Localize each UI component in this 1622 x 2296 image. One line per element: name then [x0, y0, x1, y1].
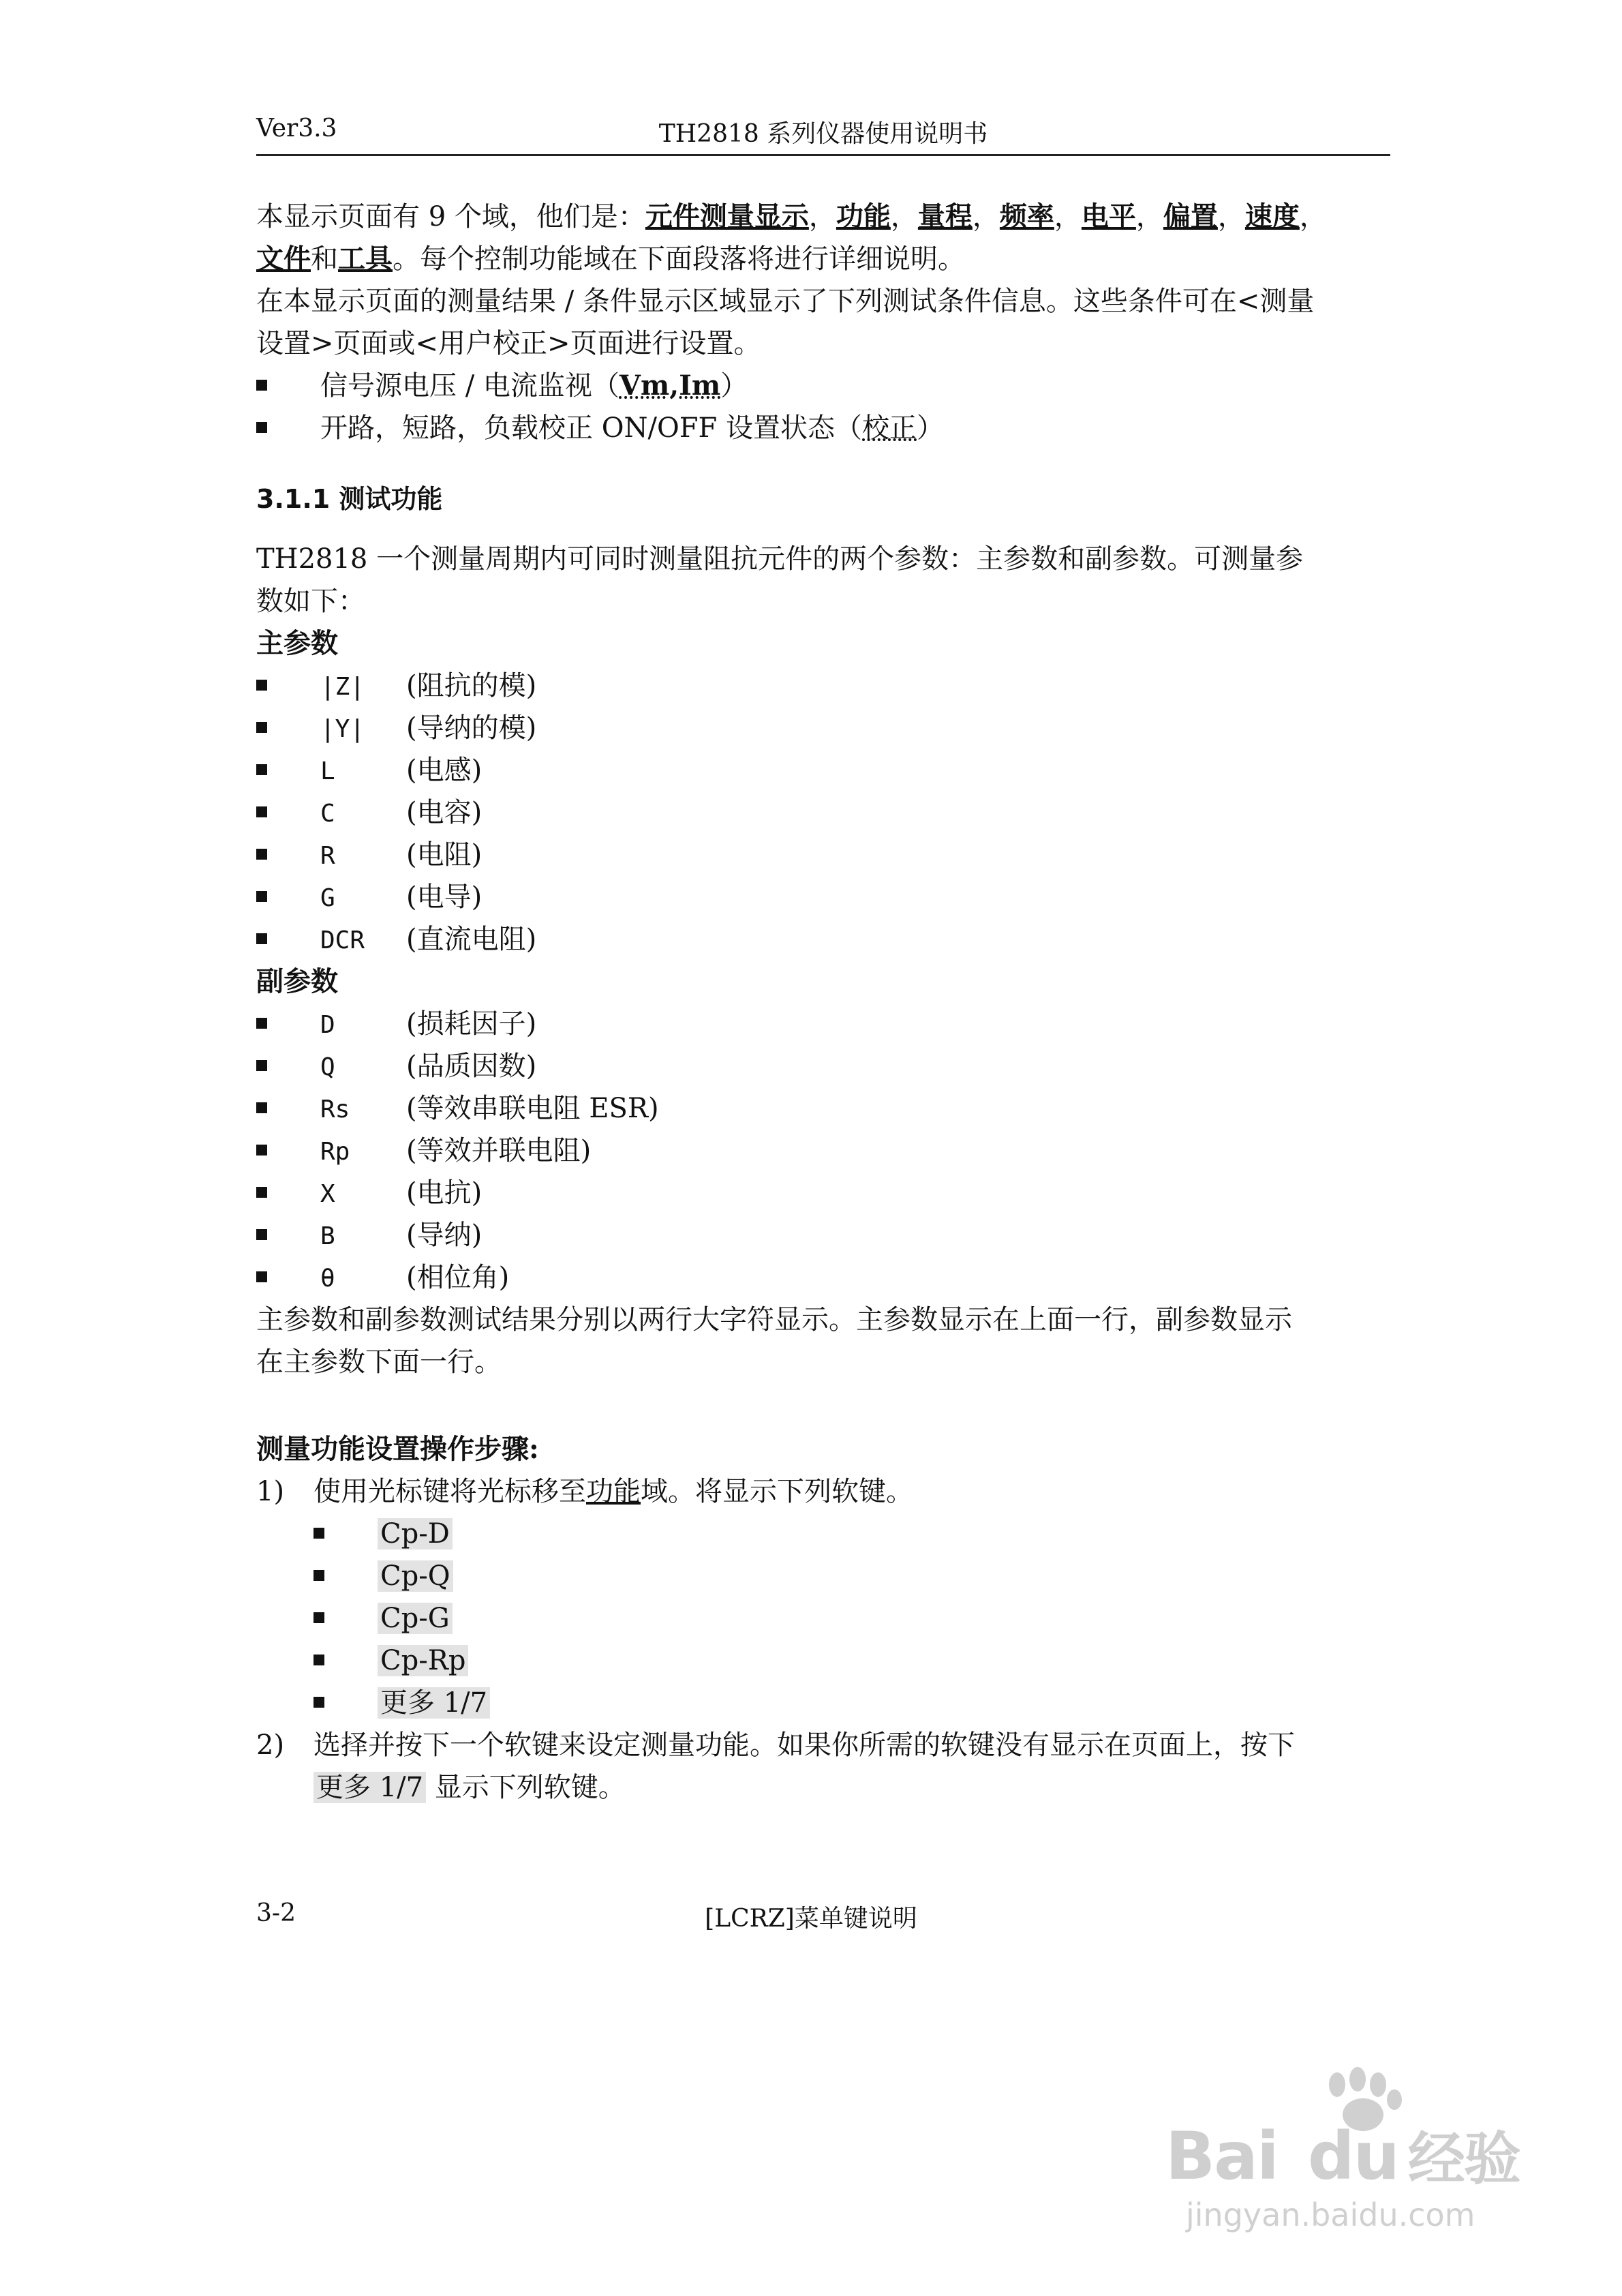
- bullet-icon: [256, 891, 267, 902]
- bullet-icon: [256, 1018, 267, 1029]
- secondary-param-item: X (电抗): [256, 1175, 482, 1212]
- primary-param-item: |Z| (阻抗的模): [256, 668, 536, 705]
- page-header: [256, 115, 1390, 156]
- primary-param-item: G (电导): [256, 879, 482, 916]
- secondary-param-item: D (损耗因子): [256, 1006, 536, 1043]
- footer-title: [LCRZ]菜单键说明: [705, 1905, 917, 1933]
- section-p2-line-2: 在主参数下面一行。: [256, 1346, 502, 1378]
- version-label: Ver3.3: [256, 115, 337, 142]
- step-2: 2) 选择并按下一个软键来设定测量功能。如果你所需的软键没有显示在页面上，按下: [256, 1729, 1295, 1761]
- field-name: 工具: [338, 243, 393, 275]
- bullet-icon: [313, 1612, 324, 1623]
- primary-param-item: C (电容): [256, 795, 482, 832]
- softkey-item: [313, 1643, 468, 1678]
- step-1: 1) 使用光标键将光标移至功能域。将显示下列软键。: [256, 1476, 913, 1507]
- bullet-item: 开路，短路，负载校正 ON/OFF 设置状态（校正）: [256, 410, 944, 446]
- secondary-param-item: Rp (等效并联电阻): [256, 1133, 591, 1170]
- intro-line-1: 本显示页面有 9 个域，他们是：元件测量显示，功能，量程，频率，电平，偏置，速度，: [256, 200, 1327, 232]
- intro-p2-line-1: 在本显示页面的测量结果 / 条件显示区域显示了下列测试条件信息。这些条件可在<测量: [256, 286, 1315, 317]
- bullet-icon: [256, 1271, 267, 1282]
- field-name: 量程: [917, 200, 973, 232]
- bullet-icon: [256, 1060, 267, 1071]
- primary-param-item: L (电感): [256, 753, 482, 789]
- section-p2-line-1: 主参数和副参数测试结果分别以两行大字符显示。主参数显示在上面一行，副参数显示: [256, 1304, 1292, 1335]
- secondary-param-item: B (导纳): [256, 1218, 482, 1254]
- intro-p2-line-2: 设置>页面或<用户校正>页面进行设置。: [256, 328, 761, 359]
- softkey-cp-rp[interactable]: Cp-Rp: [378, 1645, 468, 1676]
- bullet-icon: [256, 722, 267, 733]
- secondary-param-item: Rs (等效串联电阻 ESR): [256, 1091, 659, 1128]
- softkey-item: [313, 1685, 490, 1721]
- field-name: 偏置: [1163, 200, 1218, 232]
- softkey-item: [313, 1516, 453, 1552]
- document-title: TH2818 系列仪器使用说明书: [658, 120, 988, 148]
- secondary-param-item: Q (品质因数): [256, 1048, 536, 1085]
- softkey-more-inline[interactable]: 更多 1/7: [313, 1772, 426, 1803]
- bullet-icon: [256, 849, 267, 860]
- bullet-icon: [256, 1145, 267, 1155]
- bullet-icon: [256, 422, 267, 433]
- section-p1-line-2: 数如下：: [256, 586, 365, 617]
- secondary-param-item: θ (相位角): [256, 1260, 509, 1297]
- field-name: 电平: [1081, 200, 1136, 232]
- softkey-item: [313, 1601, 453, 1636]
- steps-heading: 测量功能设置操作步骤:: [256, 1433, 539, 1465]
- watermark-text: 经验: [1407, 2126, 1520, 2192]
- softkey-cp-q[interactable]: Cp-Q: [378, 1560, 453, 1592]
- field-name: 文件: [256, 243, 311, 275]
- secondary-params-title: 副参数: [256, 965, 338, 997]
- bullet-icon: [313, 1655, 324, 1665]
- primary-param-item: R (电阻): [256, 837, 482, 874]
- softkey-cp-g[interactable]: Cp-G: [378, 1603, 453, 1634]
- section-heading: 3.1.1 测试功能: [256, 484, 443, 514]
- step-2-cont: 更多 1/7 显示下列软键。: [313, 1770, 626, 1805]
- watermark-brand-2: du: [1307, 2118, 1398, 2194]
- baidu-watermark: [1159, 2052, 1540, 2243]
- field-name: 功能: [836, 200, 891, 232]
- bullet-icon: [256, 933, 267, 944]
- primary-params-title: 主参数: [256, 627, 338, 659]
- section-p1-line-1: TH2818 一个测量周期内可同时测量阻抗元件的两个参数：主参数和副参数。可测量参: [256, 543, 1304, 575]
- primary-param-item: DCR (直流电阻): [256, 922, 536, 958]
- softkey-cp-d[interactable]: Cp-D: [378, 1518, 453, 1550]
- watermark-brand: Bai: [1165, 2118, 1278, 2194]
- bullet-icon: [256, 380, 267, 391]
- field-name: 速度: [1244, 200, 1300, 232]
- field-name: 元件测量显示: [645, 200, 809, 232]
- primary-param-item: |Y| (导纳的模): [256, 710, 536, 747]
- bullet-icon: [256, 764, 267, 775]
- bullet-item: 信号源电压 / 电流监视（Vm,Im）: [256, 368, 748, 404]
- bullet-icon: [256, 1187, 267, 1198]
- bullet-icon: [313, 1570, 324, 1581]
- watermark-url: jingyan.baidu.com: [1186, 2196, 1475, 2233]
- softkey-item: [313, 1558, 453, 1594]
- bullet-icon: [313, 1697, 324, 1708]
- bullet-icon: [256, 806, 267, 817]
- intro-line-2: 文件和工具。每个控制功能域在下面段落将进行详细说明。: [256, 243, 965, 275]
- bullet-icon: [256, 1102, 267, 1113]
- bullet-icon: [256, 680, 267, 691]
- softkey-more[interactable]: 更多 1/7: [378, 1687, 490, 1719]
- bullet-icon: [313, 1528, 324, 1539]
- page-number: 3-2: [256, 1899, 296, 1927]
- bullet-icon: [256, 1229, 267, 1240]
- field-name: 频率: [999, 200, 1054, 232]
